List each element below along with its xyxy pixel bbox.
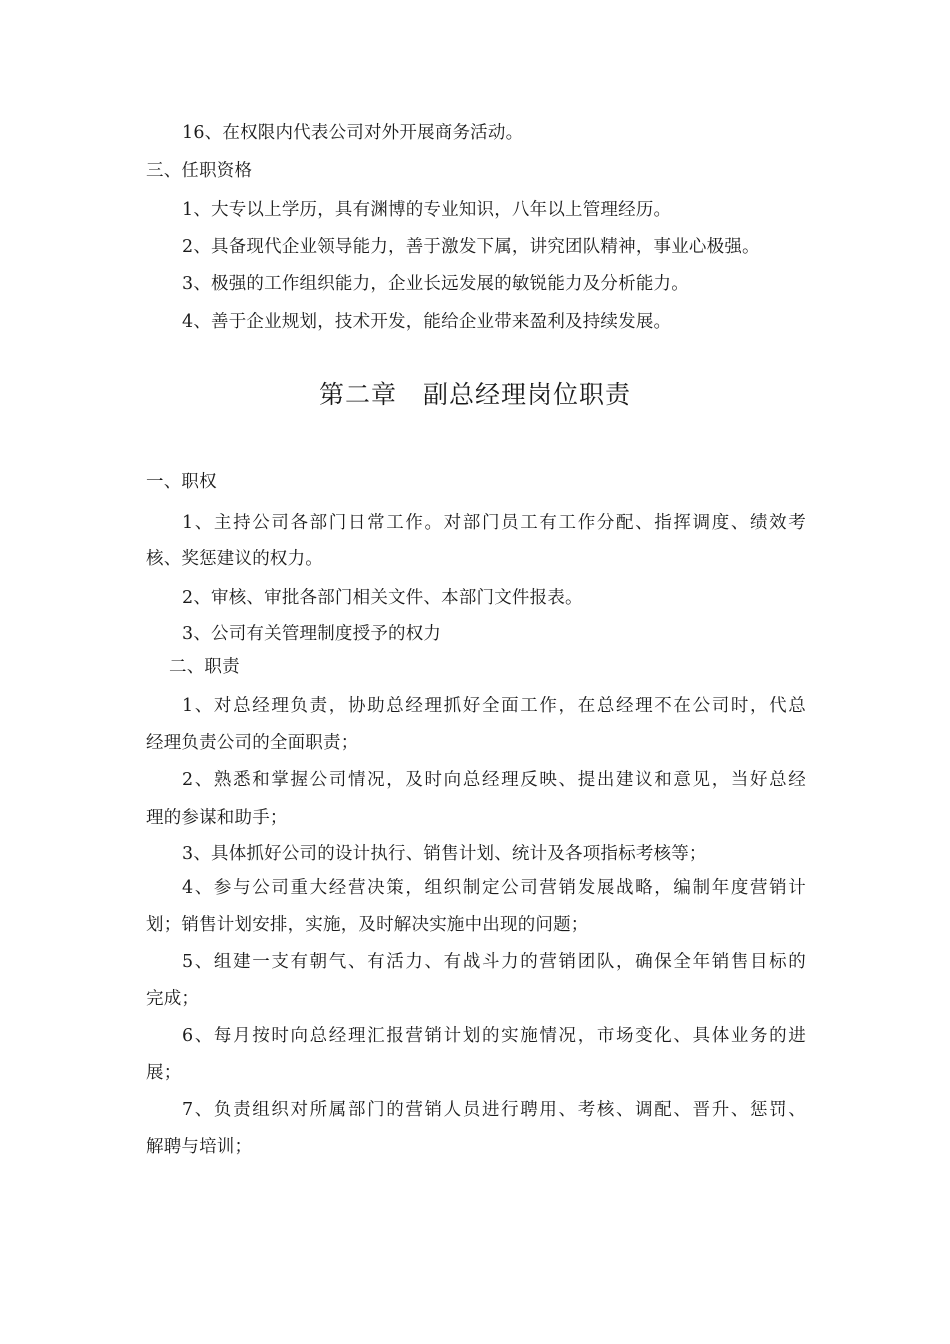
duty-item-1-line-1: 1、对总经理负责，协助总经理抓好全面工作，在总经理不在公司时，代总 xyxy=(182,696,806,716)
duty-item-4-line-2: 划；销售计划安排，实施，及时解决实施中出现的问题； xyxy=(146,915,589,935)
qualification-item-2: 2、具备现代企业领导能力，善于激发下属，讲究团队精神，事业心极强。 xyxy=(182,237,760,257)
duty-item-7-line-1: 7、负责组织对所属部门的营销人员进行聘用、考核、调配、晋升、惩罚、 xyxy=(182,1100,806,1120)
duty-item-2-line-2: 理的参谋和助手； xyxy=(146,808,288,828)
section-heading-duties: 二、职责 xyxy=(169,657,240,677)
item-16: 16、在权限内代表公司对外开展商务活动。 xyxy=(182,123,524,143)
authority-item-1-line-1: 1、主持公司各部门日常工作。对部门员工有工作分配、指挥调度、绩效考 xyxy=(182,513,806,533)
authority-item-3: 3、公司有关管理制度授予的权力 xyxy=(182,624,442,644)
duty-item-4-line-1: 4、参与公司重大经营决策，组织制定公司营销发展战略，编制年度营销计 xyxy=(182,878,806,898)
duty-item-5-line-2: 完成； xyxy=(146,989,200,1009)
authority-item-2: 2、审核、审批各部门相关文件、本部门文件报表。 xyxy=(182,588,583,608)
duty-item-6-line-2: 展； xyxy=(146,1063,182,1083)
qualification-item-1: 1、大专以上学历，具有渊博的专业知识，八年以上管理经历。 xyxy=(182,200,672,220)
qualification-item-4: 4、善于企业规划，技术开发，能给企业带来盈利及持续发展。 xyxy=(182,312,672,332)
authority-item-1-line-2: 核、奖惩建议的权力。 xyxy=(146,549,323,569)
chapter-number: 第二章 xyxy=(318,380,397,409)
section-heading-authority: 一、职权 xyxy=(146,472,217,492)
chapter-name: 副总经理岗位职责 xyxy=(423,380,632,409)
duty-item-5-line-1: 5、组建一支有朝气、有活力、有战斗力的营销团队，确保全年销售目标的 xyxy=(182,952,806,972)
duty-item-1-line-2: 经理负责公司的全面职责； xyxy=(146,733,359,753)
chapter-title xyxy=(0,379,950,411)
duty-item-2-line-1: 2、熟悉和掌握公司情况，及时向总经理反映、提出建议和意见，当好总经 xyxy=(182,770,806,790)
duty-item-6-line-1: 6、每月按时向总经理汇报营销计划的实施情况，市场变化、具体业务的进 xyxy=(182,1026,806,1046)
qualification-item-3: 3、极强的工作组织能力，企业长远发展的敏锐能力及分析能力。 xyxy=(182,274,689,294)
duty-item-3: 3、具体抓好公司的设计执行、销售计划、统计及各项指标考核等； xyxy=(182,844,707,864)
duty-item-7-line-2: 解聘与培训； xyxy=(146,1137,253,1157)
section-heading-qualifications: 三、任职资格 xyxy=(146,161,253,181)
